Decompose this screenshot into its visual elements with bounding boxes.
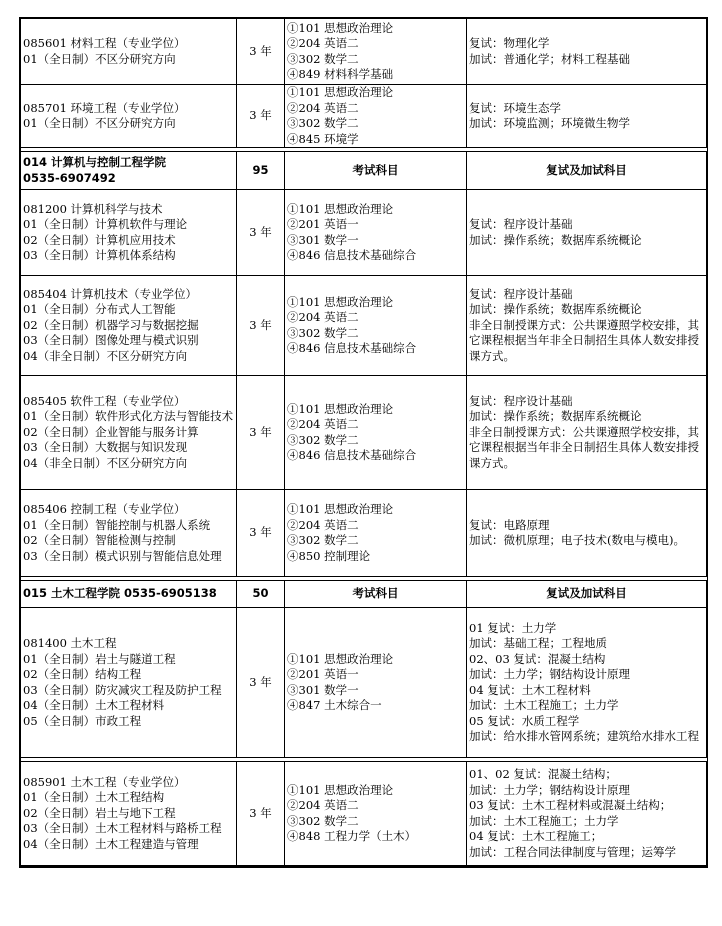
major-cell-line: 01（全日制）不区分研究方向 — [23, 51, 176, 66]
study-years: 3 年 — [237, 490, 285, 577]
major-cell-line: 02（全日制）结构工程 — [23, 667, 142, 681]
retest-cell-line: 加试：操作系统；数据库系统概论 — [469, 302, 642, 317]
college-header-row — [21, 581, 707, 608]
retest-subjects-header: 复试及加试科目 — [467, 152, 707, 190]
major-cell — [21, 376, 237, 490]
exam-subjects-cell-line: ③302 数学二 — [287, 51, 359, 66]
retest-cell — [467, 608, 707, 758]
exam-subjects-cell-line: ③301 数学一 — [287, 682, 359, 697]
exam-subjects-cell-line: ②204 英语二 — [287, 517, 359, 532]
exam-subjects-cell-line: ①101 思想政治理论 — [287, 20, 394, 35]
retest-cell-line: 加试：操作系统；数据库系统概论 — [469, 409, 642, 424]
retest-cell — [467, 276, 707, 376]
exam-subjects-cell-line: ②201 英语一 — [287, 217, 359, 231]
program-row — [21, 276, 707, 376]
program-row — [21, 19, 707, 85]
retest-cell-line: 加试：给水排水管网系统；建筑给水排水工程 — [469, 729, 699, 743]
exam-subjects-cell-line: ①101 思想政治理论 — [287, 782, 394, 797]
major-cell — [21, 490, 237, 577]
major-cell-line: 081200 计算机科学与技术 — [23, 201, 163, 216]
exam-subjects-cell — [285, 376, 467, 490]
college-quota: 95 — [237, 152, 285, 190]
major-cell — [21, 19, 237, 85]
study-years: 3 年 — [237, 19, 285, 85]
major-cell-line: 01（全日制）分布式人工智能 — [23, 302, 176, 317]
study-years: 3 年 — [237, 376, 285, 490]
college-phone: 0535-6907492 — [23, 170, 116, 185]
exam-subjects-cell-line: ③302 数学二 — [287, 432, 359, 447]
exam-subjects-cell-line: ③302 数学二 — [287, 813, 359, 828]
retest-cell — [467, 85, 707, 148]
exam-subjects-cell — [285, 19, 467, 85]
retest-cell-line: 加试：基础工程；工程地质 — [469, 636, 607, 650]
study-years: 3 年 — [237, 190, 285, 276]
exam-subjects-cell-line: ①101 思想政治理论 — [287, 651, 394, 666]
major-cell-line: 04（非全日制）不区分研究方向 — [23, 455, 188, 470]
program-row — [21, 376, 707, 490]
major-cell-line: 02（全日制）企业智能与服务计算 — [23, 424, 199, 439]
major-cell-line: 02（全日制）计算机应用技术 — [23, 232, 176, 247]
exam-subjects-cell-line: ①101 思想政治理论 — [287, 201, 394, 216]
exam-subjects-cell-line: ④846 信息技术基础综合 — [287, 448, 417, 462]
retest-cell — [467, 762, 707, 866]
exam-subjects-cell-line: ④847 土木综合一 — [287, 698, 382, 712]
retest-cell — [467, 376, 707, 490]
exam-subjects-cell-line: ①101 思想政治理论 — [287, 294, 394, 309]
retest-cell-line: 加试：工程合同法律制度与管理；运筹学 — [469, 844, 676, 859]
retest-cell-line: 02、03 复试：混凝土结构 — [469, 651, 606, 666]
exam-subjects-cell-line: ④845 环境学 — [287, 131, 359, 146]
major-cell — [21, 608, 237, 758]
major-cell-line: 01（全日制）软件形式化方法与智能技术 — [23, 409, 234, 424]
retest-cell-line: 复试：环境生态学 — [469, 100, 561, 115]
exam-subjects-cell-line: ①101 思想政治理论 — [287, 85, 394, 99]
exam-subjects-cell-line: ③302 数学二 — [287, 116, 359, 130]
retest-cell-line: 04 复试：土木工程施工； — [469, 829, 603, 843]
college-name: 015 土木工程学院 0535-6905138 — [23, 586, 217, 601]
major-cell — [21, 190, 237, 276]
exam-subjects-cell-line: ①101 思想政治理论 — [287, 502, 394, 516]
major-cell-line: 04（全日制）土木工程材料 — [23, 698, 165, 712]
retest-cell-line: 01、02 复试：混凝土结构； — [469, 767, 617, 781]
exam-subjects-cell — [285, 762, 467, 866]
college-header-row — [21, 152, 707, 190]
major-cell-line: 04（全日制）土木工程建造与管理 — [23, 836, 199, 851]
program-row — [21, 490, 707, 577]
retest-cell-line: 复试：程序设计基础 — [469, 217, 573, 231]
exam-subjects-cell — [285, 85, 467, 148]
major-cell — [21, 762, 237, 866]
retest-subjects-header: 复试及加试科目 — [467, 581, 707, 608]
program-row — [21, 190, 707, 276]
college-name: 014 计算机与控制工程学院 — [23, 155, 167, 169]
major-cell-line: 02（全日制）机器学习与数据挖掘 — [23, 317, 199, 332]
retest-cell-line: 加试：微机原理；电子技术(数电与模电)。 — [469, 533, 685, 547]
admissions-table — [19, 17, 708, 868]
exam-subjects-cell-line: ④850 控制理论 — [287, 548, 371, 563]
exam-subjects-cell-line: ③302 数学二 — [287, 533, 359, 547]
major-cell-line: 02（全日制）岩土与地下工程 — [23, 805, 176, 820]
exam-subjects-cell-line: ②204 英语二 — [287, 417, 359, 431]
college-name-cell — [21, 581, 237, 608]
major-cell-line: 03（全日制）模式识别与智能信息处理 — [23, 548, 222, 563]
study-years: 3 年 — [237, 276, 285, 376]
major-cell-line: 085601 材料工程（专业学位） — [23, 36, 186, 50]
retest-cell — [467, 19, 707, 85]
study-years: 3 年 — [237, 608, 285, 758]
major-cell-line: 085404 计算机技术（专业学位） — [23, 286, 198, 301]
college-name-cell — [21, 152, 237, 190]
exam-subjects-header: 考试科目 — [285, 152, 467, 190]
college-quota: 50 — [237, 581, 285, 608]
retest-cell — [467, 490, 707, 577]
retest-cell-line: 复试：程序设计基础 — [469, 393, 573, 408]
exam-subjects-cell-line: ①101 思想政治理论 — [287, 401, 394, 416]
major-cell-line: 03（全日制）大数据与知识发现 — [23, 440, 188, 455]
exam-subjects-cell-line: ③301 数学一 — [287, 232, 359, 247]
retest-cell-line: 加试：环境监测；环境微生物学 — [469, 116, 630, 130]
major-cell-line: 02（全日制）智能检测与控制 — [23, 533, 176, 547]
exam-subjects-cell-line: ④846 信息技术基础综合 — [287, 341, 417, 355]
major-cell — [21, 276, 237, 376]
major-cell-line: 04（非全日制）不区分研究方向 — [23, 348, 188, 363]
retest-cell-line: 加试：土木工程施工；土力学 — [469, 698, 619, 712]
retest-cell-line: 加试：土木工程施工；土力学 — [469, 813, 619, 828]
exam-subjects-cell — [285, 190, 467, 276]
exam-subjects-cell-line: ④846 信息技术基础综合 — [287, 248, 417, 262]
major-cell — [21, 85, 237, 148]
retest-cell-line: 03 复试：土木工程材料或混凝土结构； — [469, 798, 672, 812]
program-row — [21, 85, 707, 148]
major-cell-line: 01（全日制）土木工程结构 — [23, 790, 165, 805]
exam-subjects-cell-line: ②204 英语二 — [287, 36, 359, 50]
exam-subjects-cell-line: ④848 工程力学（土木） — [287, 829, 417, 843]
retest-cell-line: 加试：土力学；钢结构设计原理 — [469, 782, 630, 797]
major-cell-line: 085701 环境工程（专业学位） — [23, 100, 186, 115]
exam-subjects-cell-line: ②201 英语一 — [287, 667, 359, 681]
major-cell-line: 085406 控制工程（专业学位） — [23, 502, 186, 516]
retest-cell-line: 加试：操作系统；数据库系统概论 — [469, 232, 642, 247]
major-cell-line: 03（全日制）土木工程材料与路桥工程 — [23, 821, 222, 836]
program-row — [21, 608, 707, 758]
major-cell-line: 01（全日制）智能控制与机器人系统 — [23, 517, 211, 532]
major-cell-line: 01（全日制）岩土与隧道工程 — [23, 651, 176, 666]
retest-cell-line: 复试：物理化学 — [469, 36, 550, 50]
major-cell-line: 085405 软件工程（专业学位） — [23, 393, 186, 408]
retest-cell-line: 复试：程序设计基础 — [469, 286, 573, 301]
exam-subjects-header: 考试科目 — [285, 581, 467, 608]
exam-subjects-cell-line: ②204 英语二 — [287, 798, 359, 812]
exam-subjects-cell — [285, 490, 467, 577]
exam-subjects-cell-line: ④849 材料科学基础 — [287, 67, 394, 81]
major-cell-line: 03（全日制）图像处理与模式识别 — [23, 333, 199, 348]
retest-cell-line: 复试：电路原理 — [469, 517, 550, 532]
major-cell-line: 085901 土木工程（专业学位） — [23, 774, 186, 789]
major-cell-line: 01（全日制）计算机软件与理论 — [23, 217, 188, 231]
exam-subjects-cell-line: ②204 英语二 — [287, 100, 359, 115]
major-cell-line: 03（全日制）防灾减灾工程及防护工程 — [23, 682, 222, 697]
exam-subjects-cell-line: ②204 英语二 — [287, 310, 359, 324]
retest-cell-line: 05 复试：水质工程学 — [469, 713, 580, 728]
retest-cell-line: 加试：普通化学；材料工程基础 — [469, 51, 630, 66]
retest-cell — [467, 190, 707, 276]
major-cell-line: 01（全日制）不区分研究方向 — [23, 116, 176, 130]
retest-cell-line: 非全日制授课方式：公共课遵照学校安排，其它课程根据当年非全日制招生具体人数安排授课方式。 — [469, 317, 699, 363]
retest-cell-line: 01 复试：土力学 — [469, 620, 557, 635]
exam-subjects-cell — [285, 276, 467, 376]
study-years: 3 年 — [237, 85, 285, 148]
major-cell-line: 05（全日制）市政工程 — [23, 713, 142, 728]
study-years: 3 年 — [237, 762, 285, 866]
program-row — [21, 762, 707, 866]
exam-subjects-cell-line: ③302 数学二 — [287, 325, 359, 340]
retest-cell-line: 非全日制授课方式：公共课遵照学校安排，其它课程根据当年非全日制招生具体人数安排授课方式。 — [469, 424, 699, 470]
exam-subjects-cell — [285, 608, 467, 758]
major-cell-line: 081400 土木工程 — [23, 636, 117, 650]
retest-cell-line: 04 复试：土木工程材料 — [469, 682, 591, 697]
major-cell-line: 03（全日制）计算机体系结构 — [23, 248, 176, 262]
retest-cell-line: 加试：土力学；钢结构设计原理 — [469, 667, 630, 681]
